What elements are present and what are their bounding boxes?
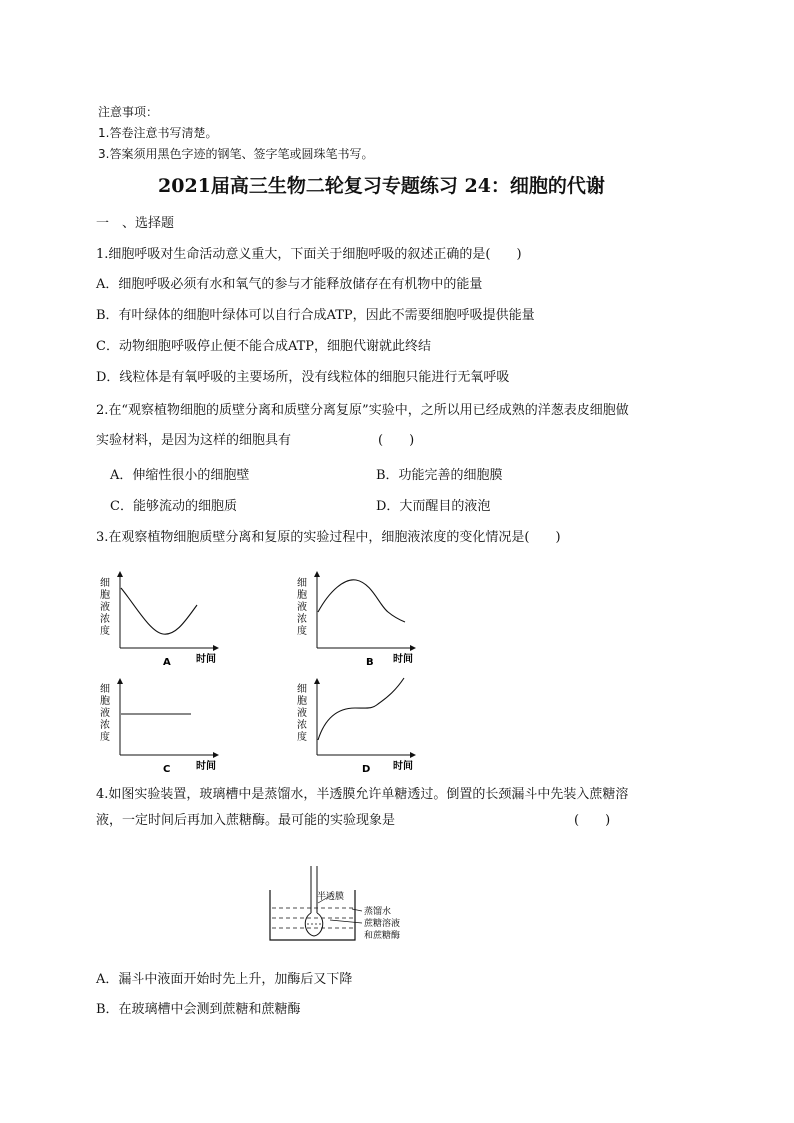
graph-b-label: B bbox=[366, 657, 374, 668]
graph-d-label: D bbox=[362, 764, 371, 775]
graph-a-ylabel-3: 液 bbox=[100, 602, 110, 613]
label-distilled-water: 蒸馏水 bbox=[364, 907, 392, 917]
graph-c-ylabel-5: 度 bbox=[100, 732, 110, 743]
graph-a-xlabel: 时间 bbox=[196, 654, 216, 665]
graph-d-ylabel-1: 细 bbox=[297, 684, 307, 695]
q4-apparatus-diagram bbox=[270, 866, 400, 941]
graph-c-ylabel-4: 浓 bbox=[100, 720, 110, 731]
graph-a bbox=[100, 574, 216, 668]
notice-heading: 注意事项： bbox=[98, 105, 159, 119]
q1-option-d: D．线粒体是有氧呼吸的主要场所，没有线粒体的细胞只能进行无氧呼吸 bbox=[96, 370, 510, 385]
q2-answer-paren: ( ) bbox=[378, 433, 415, 448]
graph-c-ylabel-2: 胞 bbox=[100, 696, 110, 707]
graph-b bbox=[297, 574, 413, 668]
graph-a-ylabel-5: 度 bbox=[100, 626, 110, 637]
q3-stem: 3.在观察植物细胞质壁分离和复原的实验过程中，细胞液浓度的变化情况是( ) bbox=[96, 530, 561, 545]
graph-d-ylabel-4: 浓 bbox=[297, 720, 307, 731]
q2-option-c: C．能够流动的细胞质 bbox=[110, 499, 237, 514]
graph-b-ylabel-5: 度 bbox=[297, 626, 307, 637]
q4-answer-paren: ( ) bbox=[574, 813, 611, 828]
graph-c bbox=[100, 681, 216, 775]
label-semipermeable-membrane: 半透膜 bbox=[317, 892, 345, 902]
graph-b-curve bbox=[318, 580, 405, 622]
q1-option-c: C．动物细胞呼吸停止便不能合成ATP，细胞代谢就此终结 bbox=[96, 339, 432, 354]
graph-a-curve bbox=[121, 588, 197, 634]
graph-c-ylabel-1: 细 bbox=[100, 684, 110, 695]
label-sucrase: 和蔗糖酶 bbox=[364, 931, 401, 941]
q2-option-d: D．大而醒目的液泡 bbox=[376, 499, 491, 514]
q4-stem-line-2: 液，一定时间后再加入蔗糖酶。最可能的实验现象是 bbox=[96, 813, 396, 828]
graph-a-ylabel-2: 胞 bbox=[100, 590, 110, 601]
q2-stem-line-2: 实验材料，是因为这样的细胞具有 bbox=[96, 433, 292, 448]
graph-b-xlabel: 时间 bbox=[393, 654, 413, 665]
graph-d bbox=[297, 678, 413, 775]
graph-c-ylabel-3: 液 bbox=[100, 708, 110, 719]
graph-d-xlabel: 时间 bbox=[393, 761, 413, 772]
q4-option-a: A．漏斗中液面开始时先上升，加酶后又下降 bbox=[96, 972, 353, 987]
q1-option-b: B．有叶绿体的细胞叶绿体可以自行合成ATP，因此不需要细胞呼吸提供能量 bbox=[96, 308, 535, 323]
graph-b-ylabel-3: 液 bbox=[297, 602, 307, 613]
graph-a-label: A bbox=[163, 657, 171, 668]
q2-option-b: B．功能完善的细胞膜 bbox=[376, 468, 503, 483]
funnel-bulb bbox=[305, 913, 322, 936]
q4-stem-line-1: 4.如图实验装置，玻璃槽中是蒸馏水，半透膜允许单糖透过。倒置的长颈漏斗中先装入蔗糖溶 bbox=[96, 787, 629, 802]
graph-d-ylabel-3: 液 bbox=[297, 708, 307, 719]
section-heading: 一 、选择题 bbox=[96, 216, 175, 231]
q2-stem-line-1: 2.在“观察植物细胞的质壁分离和质壁分离复原”实验中，之所以用已经成熟的洋葱表皮细胞做 bbox=[96, 403, 629, 418]
graph-c-xlabel: 时间 bbox=[196, 761, 216, 772]
graph-d-ylabel-5: 度 bbox=[297, 732, 307, 743]
q1-option-a: A．细胞呼吸必须有水和氧气的参与才能释放储存在有机物中的能量 bbox=[96, 277, 483, 292]
q2-option-a: A．伸缩性很小的细胞壁 bbox=[110, 468, 250, 483]
label-sucrose-solution: 蔗糖溶液 bbox=[364, 919, 401, 929]
q4-option-b: B．在玻璃槽中会测到蔗糖和蔗糖酶 bbox=[96, 1002, 301, 1017]
graph-d-ylabel-2: 胞 bbox=[297, 696, 307, 707]
notice-line-2: 3.答案须用黑色字迹的钢笔、签字笔或圆珠笔书写。 bbox=[98, 147, 374, 161]
graph-c-label: C bbox=[163, 764, 171, 775]
graph-a-ylabel-4: 浓 bbox=[100, 614, 110, 625]
graph-a-ylabel-1: 细 bbox=[100, 578, 110, 589]
graph-b-ylabel-4: 浓 bbox=[297, 614, 307, 625]
graph-b-ylabel-1: 细 bbox=[297, 578, 307, 589]
page-title: 2021届高三生物二轮复习专题练习 24：细胞的代谢 bbox=[158, 175, 605, 197]
graph-d-curve bbox=[318, 678, 404, 740]
q1-stem: 1.细胞呼吸对生命活动意义重大，下面关于细胞呼吸的叙述正确的是( ) bbox=[96, 247, 522, 262]
notice-line-1: 1.答卷注意书写清楚。 bbox=[98, 126, 218, 140]
graph-b-ylabel-2: 胞 bbox=[297, 590, 307, 601]
